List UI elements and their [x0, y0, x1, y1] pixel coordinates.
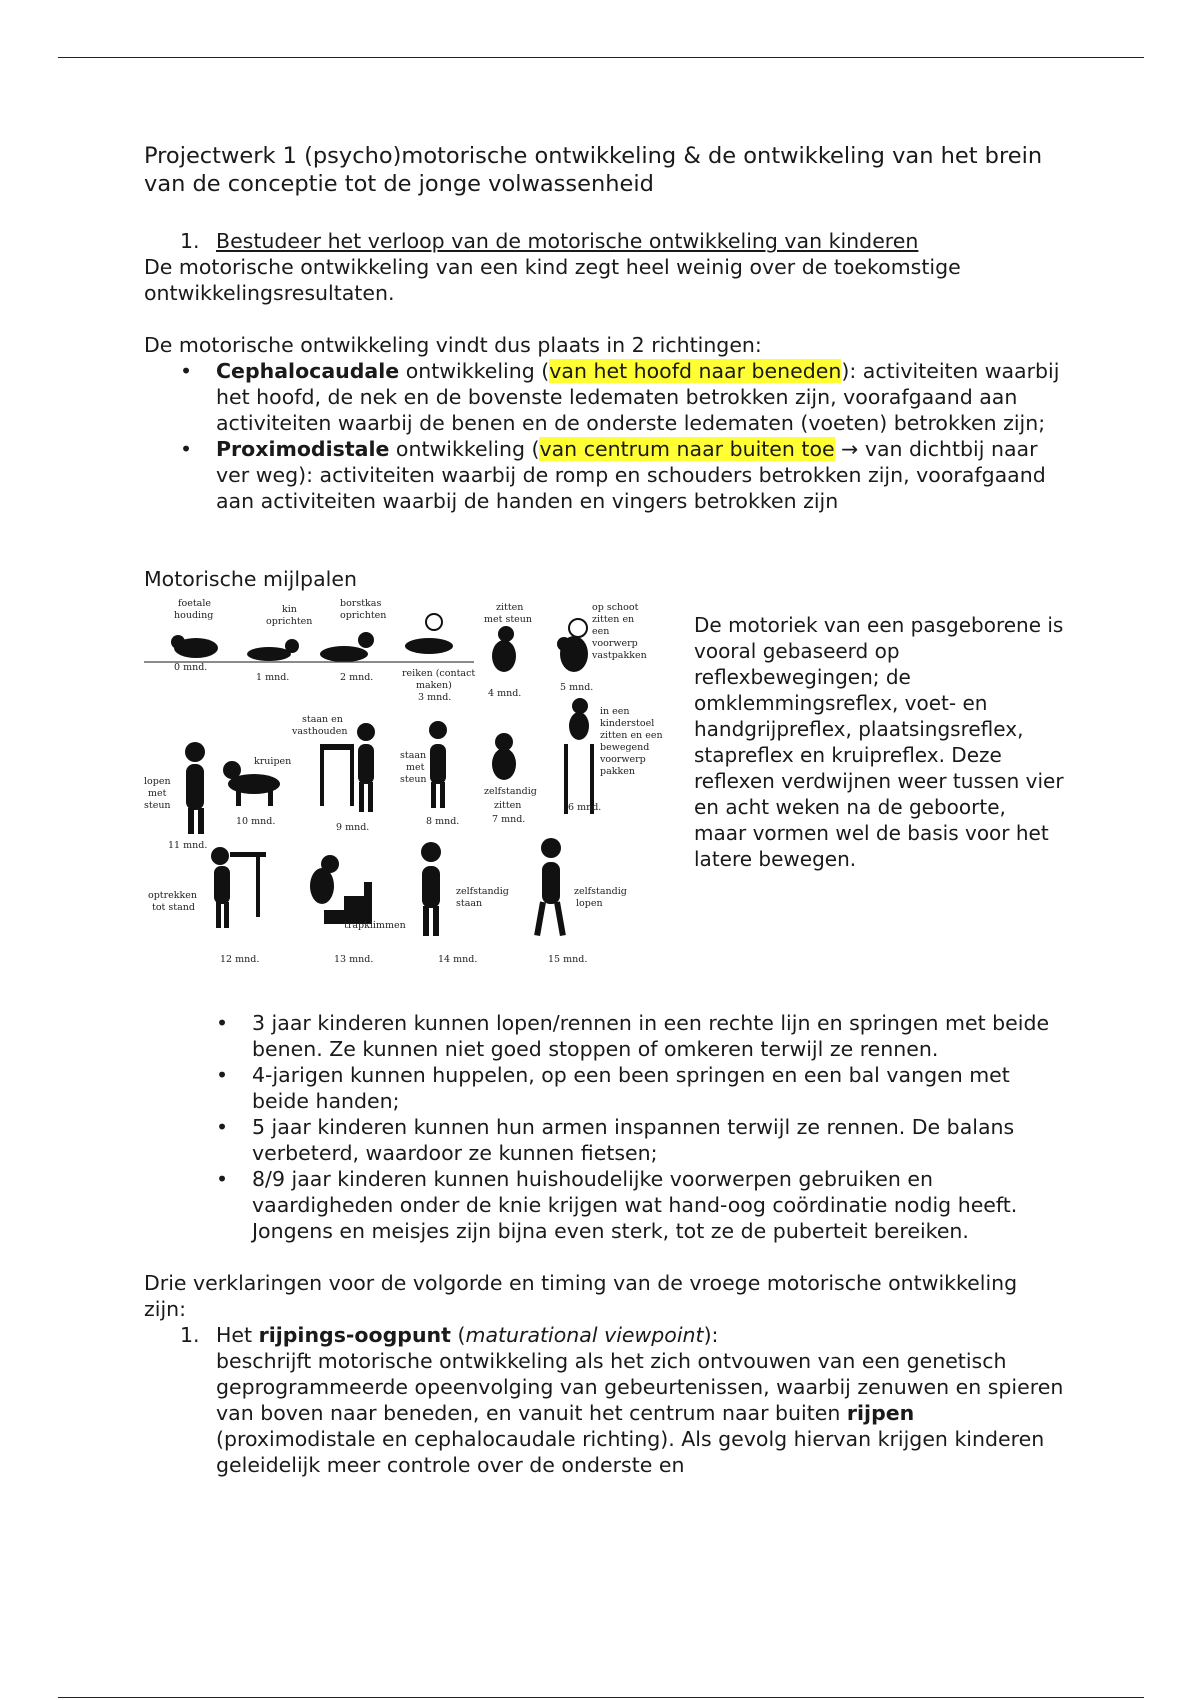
- caption-label: reiken (contact: [402, 668, 476, 679]
- directions-intro: De motorische ontwikkeling vindt dus plaats in 2 richtingen:: [144, 333, 762, 357]
- caption-age: 3 mnd.: [418, 692, 452, 703]
- age-list: [144, 1010, 1064, 1244]
- caption-age: 5 mnd.: [560, 682, 594, 693]
- bullet-icon: •: [180, 437, 193, 461]
- caption-label: foetale: [178, 598, 211, 609]
- caption-label: staan: [400, 750, 427, 761]
- caption-label: staan: [456, 898, 483, 909]
- bullet-icon: •: [216, 1167, 229, 1191]
- explanations-intro: Drie verklaringen voor de volgorde en timing van de vroege motorische ontwikkeling zijn:: [144, 1271, 1018, 1321]
- caption-label: houding: [174, 610, 214, 621]
- bullet-icon: •: [216, 1011, 229, 1035]
- highlight-text: van het hoofd naar beneden: [549, 359, 842, 383]
- silhouette-pulling-up: [214, 866, 230, 904]
- caption-label: maken): [416, 680, 452, 691]
- silhouette-walking-support: [186, 764, 204, 810]
- silhouette-climbing: [310, 868, 334, 904]
- caption-label: vastpakken: [592, 650, 647, 661]
- caption-label: borstkas: [340, 598, 382, 609]
- section-heading-1: [180, 228, 1064, 254]
- caption-age: 1 mnd.: [256, 672, 290, 683]
- caption-label: zitten en: [592, 614, 635, 625]
- caption-label: steun: [400, 774, 427, 785]
- chair: [320, 744, 354, 750]
- list-item: • 4-jarigen kunnen huppelen, op een been springen en een bal vangen met beide handen;: [216, 1063, 1010, 1113]
- caption-age: 13 mnd.: [334, 954, 374, 965]
- milestones-heading: Motorische mijlpalen: [144, 567, 357, 591]
- milestones-block: [144, 596, 1064, 982]
- caption-age: 12 mnd.: [220, 954, 260, 965]
- caption-label: met steun: [484, 614, 533, 625]
- top-rule: [58, 57, 1144, 58]
- caption-label: zelfstandig: [456, 886, 509, 897]
- caption-age: 8 mnd.: [426, 816, 460, 827]
- list-item: • Proximodistale ontwikkeling (van centrum naar buiten toe → van dichtbij naar ver weg): activiteiten waarbij de romp en schouders betrokken zijn, voorafgaand aan activiteiten waarbij de handen en vingers betrokken zijn: [180, 437, 1046, 513]
- term-rijpings-oogpunt: rijpings-oogpunt: [258, 1323, 451, 1347]
- caption-age: 4 mnd.: [488, 688, 522, 699]
- caption-age: 10 mnd.: [236, 816, 276, 827]
- caption-label: met: [148, 788, 167, 799]
- caption-label: een: [592, 626, 610, 637]
- list-number: 1.: [180, 229, 200, 253]
- document-body: [144, 142, 1064, 1478]
- silhouette-sitting-alone: [492, 748, 516, 780]
- section-heading-text: Bestudeer het verloop van de motorische ontwikkeling van kinderen: [216, 229, 919, 253]
- caption-age: 2 mnd.: [340, 672, 374, 683]
- silhouette-standing-alone: [422, 866, 440, 908]
- reflex-paragraph: De motoriek van een pasgeborene is vooral gebaseerd op reflexbewegingen; de omklemmingsreflex, voet- en handgrijpreflex, plaatsingsreflex, stapreflex en kruipreflex. Deze reflexen verdwijnen weer tussen vier en acht weken na de geboorte, maar vormen wel de basis voor het latere bewegen.: [694, 613, 1064, 871]
- caption-label: kinderstoel: [600, 718, 655, 729]
- caption-label: zelfstandig: [484, 786, 537, 797]
- silhouette-standing-holding: [358, 744, 374, 784]
- bullet-icon: •: [216, 1115, 229, 1139]
- caption-label: lopen: [576, 898, 603, 909]
- term-english: maturational viewpoint: [465, 1323, 704, 1347]
- caption-age: 14 mnd.: [438, 954, 478, 965]
- caption-label: steun: [144, 800, 171, 811]
- bullet-icon: •: [180, 359, 193, 383]
- explanation-item-1: 1. Het rijpings-oogpunt (maturational viewpoint): beschrijft motorische ontwikkeling als het zich ontvouwen van een genetisch geprogrammeerde opeenvolging van gebeurtenissen, waarbij zenuwen en spieren van boven naar beneden, en vanuit het centrum naar buiten rijpen (proximodistale en cephalocaudale richting). Als gevolg hiervan krijgen kinderen geleidelijk meer controle over de onderste en: [180, 1323, 1064, 1477]
- table: [230, 852, 266, 857]
- caption-age: 11 mnd.: [168, 840, 208, 851]
- caption-age: 6 mnd.: [568, 802, 602, 813]
- caption-label: oprichten: [266, 616, 313, 627]
- intro-paragraph: De motorische ontwikkeling van een kind zegt heel weinig over de toekomstige ontwikkelingsresultaten.: [144, 255, 961, 305]
- caption-label: zelfstandig: [574, 886, 627, 897]
- caption-label: voorwerp: [600, 754, 646, 765]
- caption-label: zitten: [496, 602, 524, 613]
- list-item: • 5 jaar kinderen kunnen hun armen inspannen terwijl ze rennen. De balans verbeterd, waardoor ze kunnen fietsen;: [216, 1115, 1015, 1165]
- caption-label: tot stand: [152, 902, 195, 913]
- caption-label: trapklimmen: [344, 920, 406, 931]
- caption-age: 9 mnd.: [336, 822, 370, 833]
- caption-label: zitten en een: [600, 730, 663, 741]
- milestones-illustration: [144, 594, 676, 982]
- silhouette-sitting-support: [492, 640, 516, 672]
- term-proximodistale: Proximodistale: [216, 437, 390, 461]
- list-item: • 3 jaar kinderen kunnen lopen/rennen in een rechte lijn en springen met beide benen. Ze kunnen niet goed stoppen of omkeren terwijl ze rennen.: [216, 1011, 1050, 1061]
- caption-label: voorwerp: [592, 638, 638, 649]
- caption-label: vasthouden: [292, 726, 348, 737]
- caption-label: bewegend: [600, 742, 650, 753]
- caption-label: staan en: [302, 714, 343, 725]
- list-item: • Cephalocaudale ontwikkeling (van het hoofd naar beneden): activiteiten waarbij het hoofd, de nek en de bovenste ledematen betrokken zijn, voorafgaand aan activiteiten waarbij de benen en de onderste ledematen (voeten) betrokken zijn;: [180, 359, 1060, 435]
- caption-label: met: [406, 762, 425, 773]
- bottom-rule: [58, 1697, 1144, 1698]
- silhouette-standing-support: [430, 744, 446, 784]
- milestones-figure: [144, 594, 676, 982]
- caption-label: pakken: [600, 766, 635, 777]
- silhouette-chin-up: [247, 647, 291, 661]
- caption-label: zitten: [494, 800, 522, 811]
- term-cephalocaudale: Cephalocaudale: [216, 359, 400, 383]
- caption-label: op schoot: [592, 602, 639, 613]
- silhouette-reaching: [405, 638, 453, 654]
- caption-age: 0 mnd.: [174, 662, 208, 673]
- caption-label: lopen: [144, 776, 171, 787]
- caption-label: oprichten: [340, 610, 387, 621]
- caption-label: kruipen: [254, 756, 292, 767]
- caption-label: kin: [282, 604, 297, 615]
- list-item: • 8/9 jaar kinderen kunnen huishoudelijke voorwerpen gebruiken en vaardigheden onder de knie krijgen wat hand-oog coördinatie nodig heeft. Jongens en meisjes zijn bijna even sterk, tot ze de puberteit bereiken.: [216, 1167, 1018, 1243]
- caption-age: 7 mnd.: [492, 814, 526, 825]
- bullet-icon: •: [216, 1063, 229, 1087]
- silhouette-walking-alone: [542, 862, 560, 904]
- silhouette-chest-up: [320, 646, 368, 662]
- caption-age: 15 mnd.: [548, 954, 588, 965]
- list-number: 1.: [180, 1323, 200, 1347]
- page-title: Projectwerk 1 (psycho)motorische ontwikkeling & de ontwikkeling van het brein van de conceptie tot de jonge volwassenheid: [144, 143, 1043, 197]
- caption-label: optrekken: [148, 890, 198, 901]
- caption-label: in een: [600, 706, 630, 717]
- highlight-text: van centrum naar buiten toe: [539, 437, 835, 461]
